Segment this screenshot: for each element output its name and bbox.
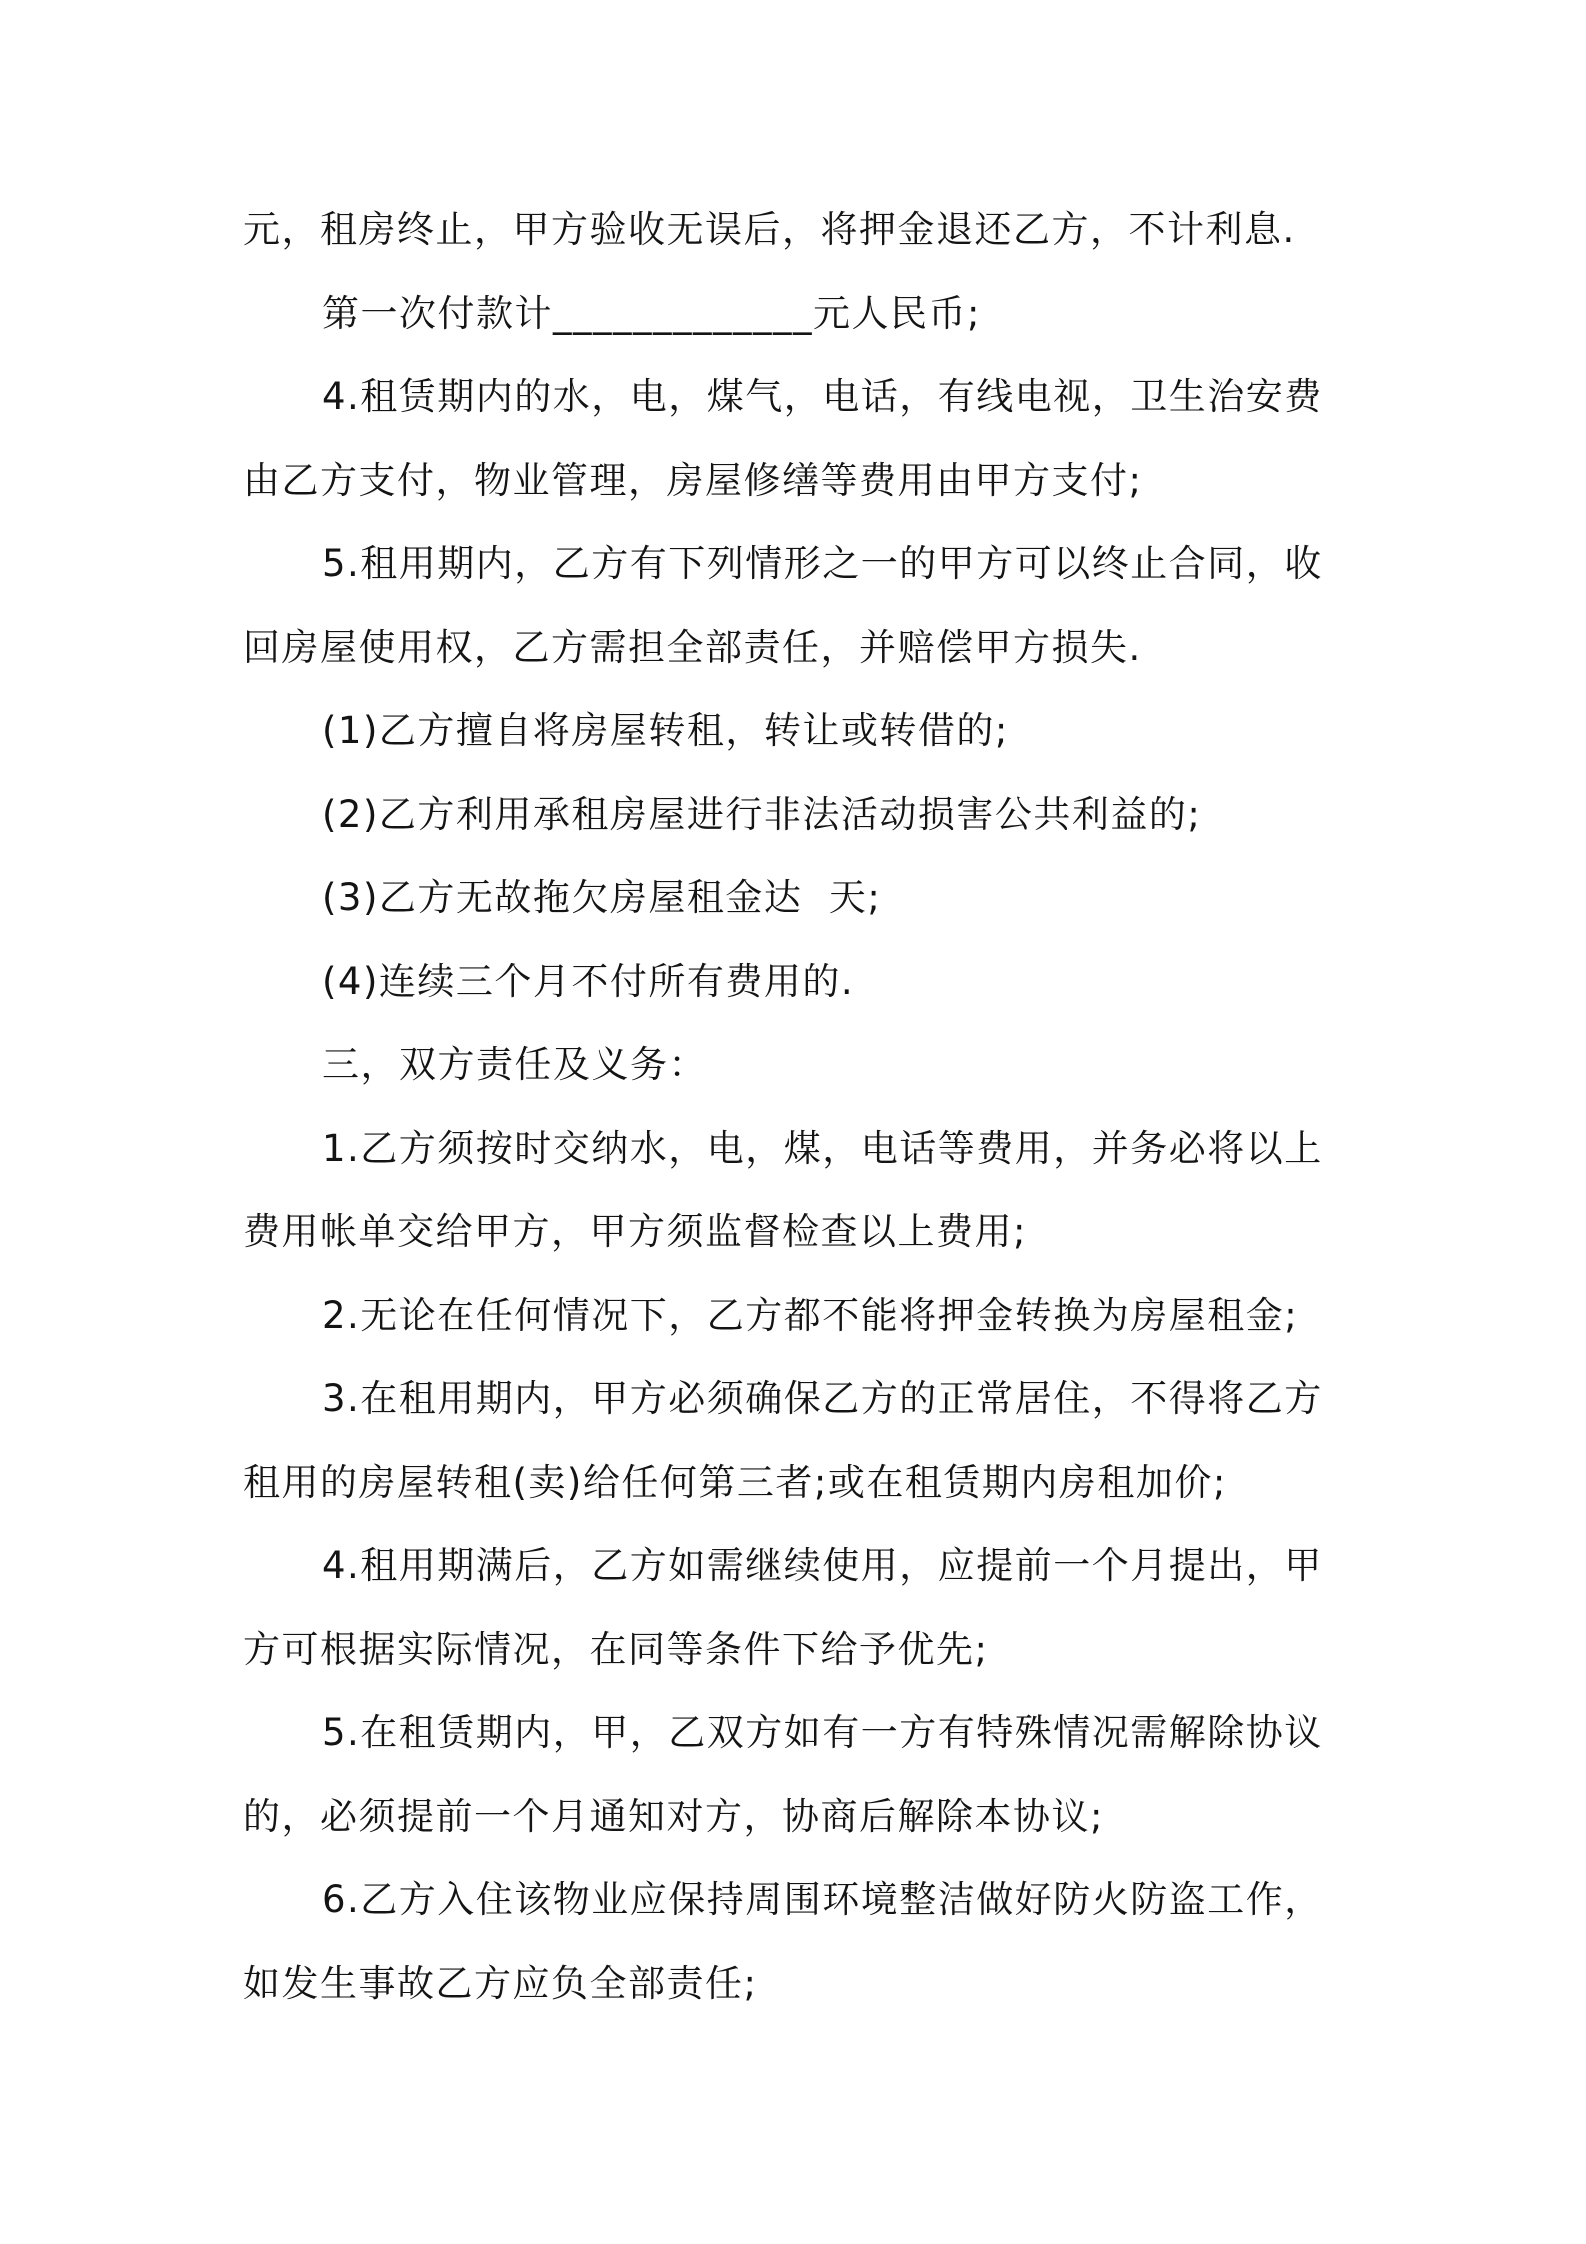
text-line: (4)连续三个月不付所有费用的. [322,959,855,1003]
text-line: 租用的房屋转租(卖)给任何第三者;或在租赁期内房租加价; [243,1460,1227,1504]
text-line: (1)乙方擅自将房屋转租，转让或转借的; [322,709,1009,752]
text-line: 3.在租用期内，甲方必须确保乙方的正常居住，不得将乙方 [322,1377,1323,1420]
document-body [243,188,1353,2025]
text-line: 由乙方支付，物业管理，房屋修缮等费用由甲方支付; [243,458,1143,502]
text-line: 5.在租赁期内，甲，乙双方如有一方有特殊情况需解除协议 [322,1711,1323,1754]
text-line: 元，租房终止，甲方验收无误后，将押金退还乙方，不计利息. [243,208,1296,251]
text-line: 如发生事故乙方应负全部责任; [243,1961,758,2005]
text-line: 的，必须提前一个月通知对方，协商后解除本协议; [243,1794,1104,1838]
text-line: 5.租用期内，乙方有下列情形之一的甲方可以终止合同，收 [322,542,1323,585]
text-line: 第一次付款计_____________元人民币; [322,291,981,335]
section-heading: 三，双方责任及义务： [322,1043,707,1086]
text-line: (2)乙方利用承租房屋进行非法活动损害公共利益的; [322,792,1202,836]
text-line: (3)乙方无故拖欠房屋租金达 天; [322,876,882,919]
text-line: 6.乙方入住该物业应保持周围环境整洁做好防火防盗工作， [322,1878,1323,1921]
text-line: 2.无论在任何情况下，乙方都不能将押金转换为房屋租金; [322,1293,1299,1337]
text-line: 4.租用期满后，乙方如需继续使用，应提前一个月提出，甲 [322,1544,1323,1587]
text-line: 1.乙方须按时交纳水，电，煤，电话等费用，并务必将以上 [322,1126,1323,1170]
text-line: 4.租赁期内的水，电，煤气，电话，有线电视，卫生治安费 [322,375,1323,418]
text-line: 方可根据实际情况，在同等条件下给予优先; [243,1627,989,1671]
text-line: 回房屋使用权，乙方需担全部责任，并赔偿甲方损失. [243,625,1142,669]
text-line: 费用帐单交给甲方，甲方须监督检查以上费用; [243,1210,1027,1253]
